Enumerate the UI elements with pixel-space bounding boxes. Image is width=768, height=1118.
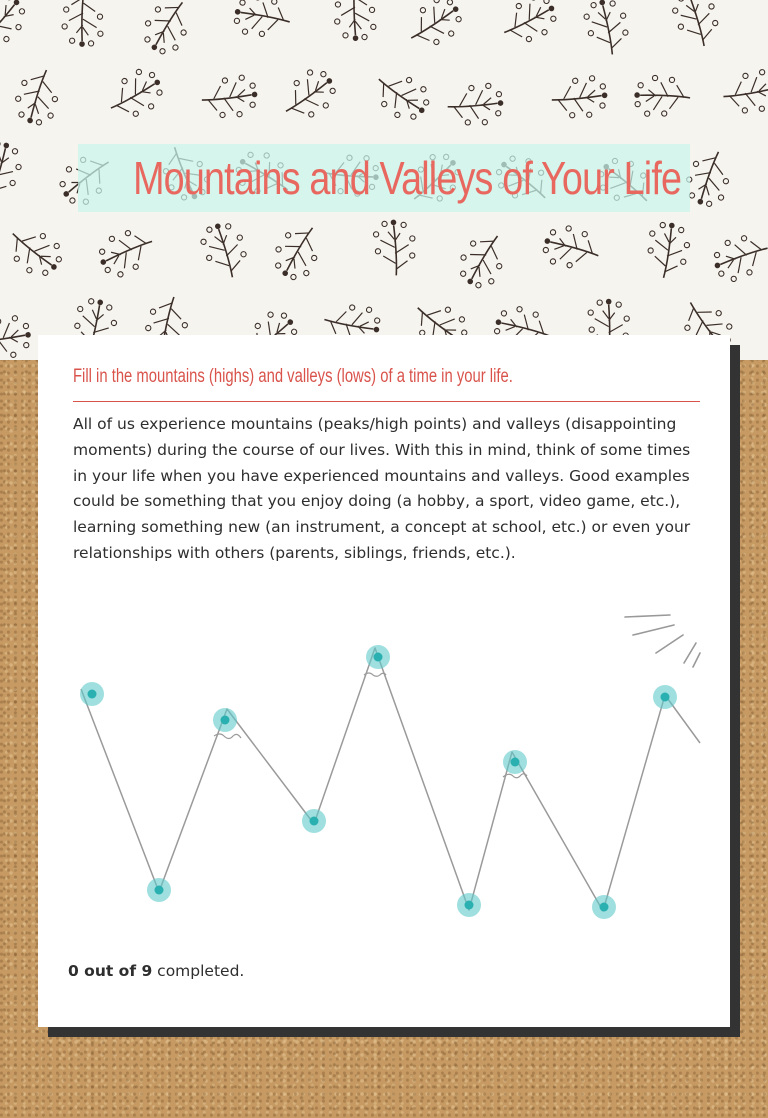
- hotspot-center[interactable]: [600, 903, 609, 912]
- floral-branch: [93, 222, 160, 282]
- sun-rays-icon: [625, 615, 700, 667]
- floral-branch: [0, 137, 27, 202]
- floral-branch: [643, 220, 692, 282]
- floral-branch: [266, 217, 330, 286]
- completion-status: [68, 962, 244, 980]
- hotspot-marker-2[interactable]: [147, 878, 171, 902]
- hotspot-marker-3[interactable]: [213, 708, 237, 732]
- completion-count: 0 out of 9: [68, 962, 153, 980]
- activity-instruction: Fill in the mountains (highs) and valleys (lows) of a time in your life.: [73, 366, 513, 387]
- snow-cap-details: [214, 673, 527, 778]
- floral-branch: [373, 219, 417, 277]
- floral-branch: [10, 64, 66, 130]
- floral-branch: [367, 62, 436, 128]
- floral-branch: [135, 0, 200, 61]
- floral-branch: [400, 0, 469, 55]
- mountain-line: [81, 648, 700, 911]
- hotspot-center[interactable]: [374, 653, 383, 662]
- hotspot-center[interactable]: [155, 886, 164, 895]
- floral-branch: [197, 218, 252, 283]
- page-title: Mountains and Valleys of Your Life: [133, 152, 682, 204]
- hotspot-center[interactable]: [511, 758, 520, 767]
- hotspot-marker-5[interactable]: [366, 645, 390, 669]
- floral-branch: [451, 225, 515, 294]
- hotspot-center[interactable]: [661, 693, 670, 702]
- floral-branch: [581, 0, 632, 58]
- floral-branch: [0, 218, 69, 285]
- floral-branch: [61, 0, 104, 48]
- floral-branch: [274, 62, 343, 128]
- hotspot-marker-1[interactable]: [80, 682, 104, 706]
- hotspot-marker-6[interactable]: [457, 893, 481, 917]
- mountains-valleys-diagram: [38, 605, 730, 935]
- floral-branch: [334, 0, 376, 41]
- hotspot-center[interactable]: [88, 690, 97, 699]
- floral-branch: [0, 0, 34, 56]
- activity-card: [38, 335, 730, 1027]
- floral-branch: [539, 221, 604, 276]
- instruction-divider: [73, 401, 700, 402]
- floral-branch: [231, 0, 294, 42]
- hotspot-center[interactable]: [310, 817, 319, 826]
- floral-branch: [495, 0, 563, 51]
- hotspot-group: [80, 645, 677, 919]
- floral-branch: [200, 74, 260, 121]
- floral-branch: [669, 0, 724, 52]
- activity-description: All of us experience mountains (peaks/high points) and valleys (disappointing moments) during the course of our lives. With this in mind, think of some times in your life when you have experienced mountains and valleys. Good examples could be something that you enjoy doing (a hobby, a sport, video game, etc.), learning something new (an instrument, a concept at school, etc.) or even your relationships with others (parents, siblings, friends, etc.).: [73, 415, 691, 562]
- floral-branch: [708, 229, 768, 286]
- hotspot-marker-4[interactable]: [302, 809, 326, 833]
- hotspot-marker-9[interactable]: [653, 685, 677, 709]
- hotspot-center[interactable]: [221, 716, 230, 725]
- floral-branch: [0, 314, 33, 360]
- floral-branch: [633, 74, 691, 118]
- hotspot-marker-7[interactable]: [503, 750, 527, 774]
- floral-branch: [550, 75, 609, 121]
- hotspot-center[interactable]: [465, 901, 474, 910]
- completion-suffix: completed.: [152, 962, 245, 980]
- floral-branch: [720, 68, 768, 117]
- floral-branch: [446, 82, 505, 127]
- floral-branch: [101, 63, 170, 126]
- hotspot-marker-8[interactable]: [592, 895, 616, 919]
